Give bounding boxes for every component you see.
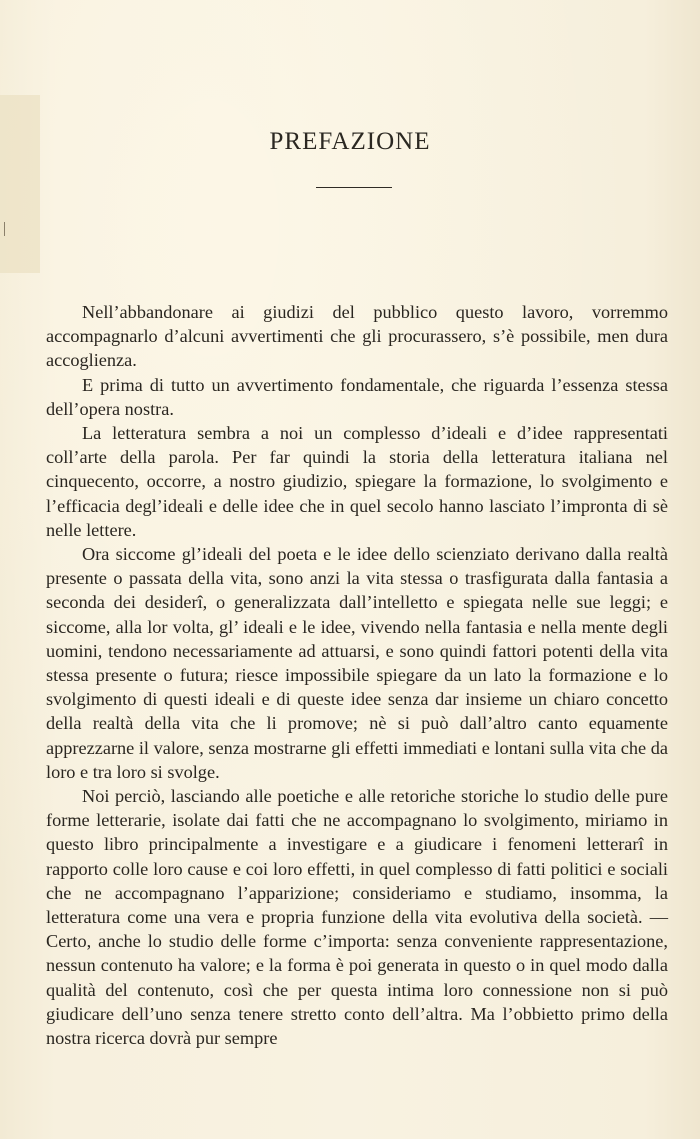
- page-edge-mark: [4, 222, 5, 236]
- paragraph-2: E prima di tutto un avvertimento fondamentale, che riguarda l’essenza stessa dell’opera nostra.: [46, 374, 668, 419]
- paragraph-1: Nell’abbandonare ai giudizi del pubblico questo lavoro, vorremmo accompagnarlo d’alcuni avvertimenti che gli procurassero, s’è possibile, men dura accoglienza.: [46, 302, 668, 371]
- page-title: PREFAZIONE: [269, 128, 431, 155]
- body-text: [46, 300, 668, 1050]
- title-rule: [316, 187, 392, 188]
- paragraph-5: Noi perciò, lasciando alle poetiche e alle retoriche storiche lo studio delle pure forme letterarie, isolate dai fatti che ne accompagnano lo svolgimento, miriamo in questo libro principalmente a investigare e a giudicare i fenomeni letterarî in rapporto colle loro cause e coi loro effetti, in quel complesso di fatti politici e sociali che ne accompagnano l’apparizione; consideriamo e studiamo, insomma, la letteratura come una vera e propria funzione della vita evolutiva della società. — Certo, anche lo studio delle forme c’importa: senza conveniente rappresentazione, nessun contenuto ha valore; e la forma è poi generata in questo o in quel modo dalla qualità del contenuto, così che per questa intima loro connessione non si può giudicare dell’uno senza tenere stretto conto dell’altra. Ma l’obbietto primo della nostra ricerca dovrà pur sempre: [46, 786, 668, 1049]
- paragraph-3: La letteratura sembra a noi un complesso d’ideali e d’idee rappresentati coll’arte della parola. Per far quindi la storia della letteratura italiana nel cinquecento, occorre, a nostro giudizio, spiegare la formazione, lo svolgimento e l’efficacia degl’ideali e delle idee che in quel secolo hanno lasciato l’impronta di sè nelle lettere.: [46, 423, 668, 540]
- page-edge-shadow: [0, 95, 40, 273]
- paragraph-4: Ora siccome gl’ideali del poeta e le idee dello scienziato derivano dalla realtà presente o passata della vita, sono anzi la vita stessa o trasfigurata dalla fantasia a seconda dei desiderî, o generalizzata dall’intelletto e spiegata nelle sue leggi; e siccome, alla lor volta, gl’ ideali e le idee, vivendo nella fantasia e nella mente degli uomini, tendono necessariamente ad attuarsi, e sono quindi fattori potenti della vita stessa presente o futura; riesce impossibile spiegare da un lato la formazione e lo svolgimento di questi ideali e di queste idee senza dar insieme un chiaro concetto della realtà della vita che li promove; nè si può dall’altro canto equamente apprezzarne il valore, senza mostrarne gli effetti immediati e lontani sulla vita che da loro e tra loro si svolge.: [46, 544, 668, 782]
